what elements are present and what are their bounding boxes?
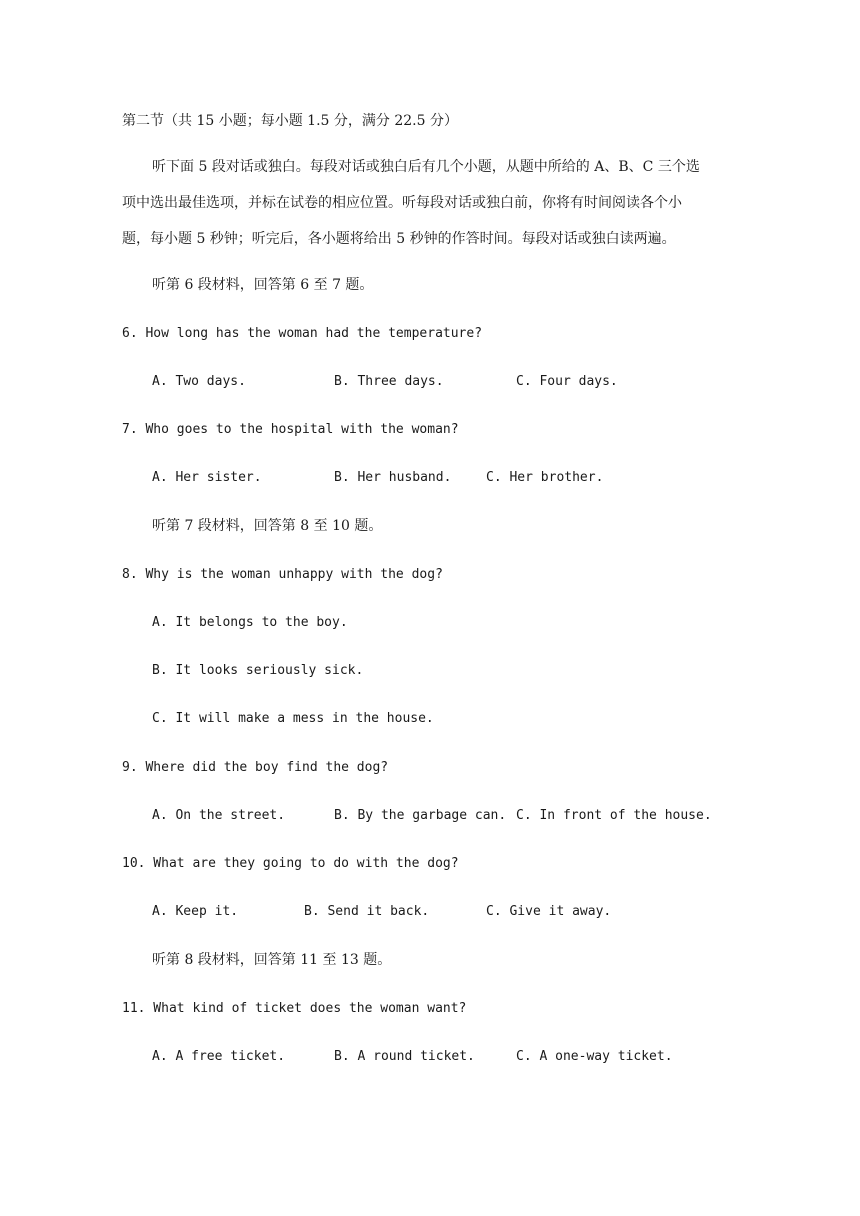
- option-b[interactable]: B. Her husband.: [334, 470, 452, 485]
- option-b[interactable]: B. A round ticket.: [334, 1049, 475, 1064]
- option-a[interactable]: A. On the street.: [152, 808, 286, 823]
- option-c[interactable]: C. Four days.: [516, 374, 618, 389]
- option-c[interactable]: C. In front of the house.: [516, 808, 712, 823]
- option-a[interactable]: A. It belongs to the boy.: [152, 615, 348, 630]
- option-b[interactable]: B. It looks seriously sick.: [152, 663, 364, 678]
- option-c[interactable]: C. It will make a mess in the house.: [152, 711, 434, 726]
- instruction-line: 听下面 5 段对话或独白。每段对话或独白后有几个小题，从题中所给的 A、B、C 三个选: [152, 159, 700, 175]
- option-b[interactable]: B. Send it back.: [304, 904, 430, 919]
- instruction-line: 项中选出最佳选项，并标在试卷的相应位置。听每段对话或独白前，你将有时间阅读各个小: [122, 195, 682, 211]
- option-c[interactable]: C. A one-way ticket.: [516, 1049, 673, 1064]
- question-stem: 6. How long has the woman had the temperature?: [122, 326, 483, 341]
- option-a[interactable]: A. Two days.: [152, 374, 246, 389]
- option-b[interactable]: B. By the garbage can.: [334, 808, 507, 823]
- question-stem: 10. What are they going to do with the dog?: [122, 856, 459, 871]
- question-stem: 9. Where did the boy find the dog?: [122, 760, 389, 775]
- listening-prompt: 听第 7 段材料，回答第 8 至 10 题。: [152, 518, 383, 534]
- question-stem: 7. Who goes to the hospital with the woman?: [122, 422, 459, 437]
- option-a[interactable]: A. Her sister.: [152, 470, 262, 485]
- question-stem: 8. Why is the woman unhappy with the dog?: [122, 567, 443, 582]
- option-b[interactable]: B. Three days.: [334, 374, 444, 389]
- listening-prompt: 听第 6 段材料，回答第 6 至 7 题。: [152, 277, 374, 293]
- section-heading: 第二节（共 15 小题；每小题 1.5 分，满分 22.5 分）: [122, 113, 458, 129]
- option-c[interactable]: C. Her brother.: [486, 470, 604, 485]
- listening-prompt: 听第 8 段材料，回答第 11 至 13 题。: [152, 952, 392, 968]
- instruction-line: 题，每小题 5 秒钟；听完后，各小题将给出 5 秒钟的作答时间。每段对话或独白读两遍。: [122, 231, 676, 247]
- option-c[interactable]: C. Give it away.: [486, 904, 612, 919]
- option-a[interactable]: A. Keep it.: [152, 904, 239, 919]
- question-stem: 11. What kind of ticket does the woman want?: [122, 1001, 467, 1016]
- option-a[interactable]: A. A free ticket.: [152, 1049, 286, 1064]
